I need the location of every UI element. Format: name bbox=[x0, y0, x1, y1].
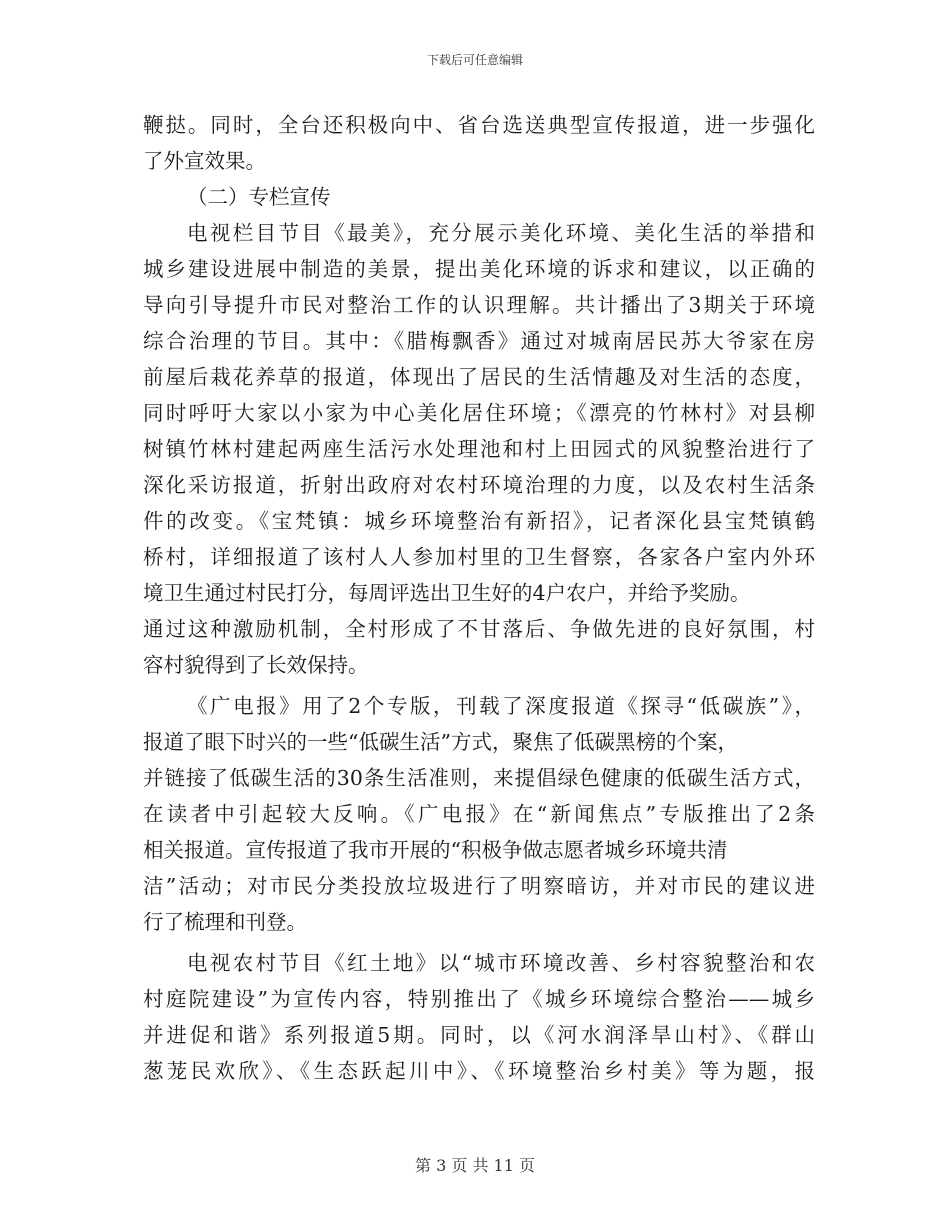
text-line: 城乡建设进展中制造的美景，提出美化环境的诉求和建议，以正确的 bbox=[143, 257, 815, 281]
text-line: 在读者中引起较大反响。《广电报》在“新闻焦点”专版推出了2条 bbox=[143, 802, 815, 826]
text-line: 桥村，详细报道了该村人人参加村里的卫生督察，各家各户室内外环 bbox=[143, 545, 815, 569]
text-line: 并链接了低碳生活的30条生活准则，来提倡绿色健康的低碳生活方式， bbox=[143, 766, 815, 790]
section-heading: （二）专栏宣传 bbox=[187, 185, 331, 209]
text-line: 深化采访报道，折射出政府对农村环境治理的力度，以及农村生活条 bbox=[143, 473, 815, 497]
text-line: 导向引导提升市民对整治工作的认识理解。共计播出了3期关于环境 bbox=[143, 293, 815, 317]
text-line: 鞭挞。同时，全台还积极向中、省台选送典型宣传报道，进一步强化 bbox=[143, 113, 815, 137]
document-body bbox=[143, 107, 815, 1089]
page-footer: 第 3 页 共 11 页 bbox=[415, 1156, 535, 1175]
page-header: 下载后可任意编辑 bbox=[426, 53, 523, 67]
paragraph-first-line: 《广电报》用了2个专版，刊载了深度报道《探寻“低碳族”》， bbox=[187, 694, 815, 718]
paragraph-first-line: 电视栏目节目《最美》，充分展示美化环境、美化生活的举措和 bbox=[187, 221, 815, 245]
text-line: 相关报道。宣传报道了我市开展的“积极争做志愿者城乡环境共清 bbox=[143, 838, 728, 862]
text-line: 件的改变。《宝梵镇：城乡环境整治有新招》，记者深化县宝梵镇鹤 bbox=[143, 509, 815, 533]
text-line: 容村貌得到了长效保持。 bbox=[143, 653, 369, 677]
text-line: 同时呼吁大家以小家为中心美化居住环境；《漂亮的竹林村》对县柳 bbox=[143, 401, 815, 425]
paragraph-first-line: 电视农村节目《红土地》以“城市环境改善、乡村容貌整治和农 bbox=[187, 951, 815, 975]
text-line: 了外宣效果。 bbox=[143, 149, 266, 173]
text-line: 境卫生通过村民打分，每周评选出卫生好的4户农户，并给予奖励。 bbox=[143, 581, 751, 605]
text-line: 并进促和谐》系列报道5期。同时，以《河水润泽旱山村》、《群山 bbox=[143, 1023, 815, 1047]
text-line: 树镇竹林村建起两座生活污水处理池和村上田园式的风貌整治进行了 bbox=[143, 437, 815, 461]
text-line: 葱茏民欢欣》、《生态跃起川中》、《环境整治乡村美》等为题，报 bbox=[143, 1059, 815, 1083]
text-line: 综合治理的节目。其中：《腊梅飘香》通过对城南居民苏大爷家在房 bbox=[143, 329, 815, 353]
text-line: 报道了眼下时兴的一些“低碳生活”方式，聚焦了低碳黑榜的个案， bbox=[143, 730, 738, 754]
text-line: 村庭院建设”为宣传内容，特别推出了《城乡环境综合整治——城乡 bbox=[143, 987, 815, 1011]
text-line: 通过这种激励机制，全村形成了不甘落后、争做先进的良好氛围，村 bbox=[143, 617, 815, 641]
text-line: 前屋后栽花养草的报道，体现出了居民的生活情趣及对生活的态度， bbox=[143, 365, 815, 389]
text-line: 行了梳理和刊登。 bbox=[143, 910, 307, 934]
text-line: 洁”活动；对市民分类投放垃圾进行了明察暗访，并对市民的建议进 bbox=[143, 874, 815, 898]
